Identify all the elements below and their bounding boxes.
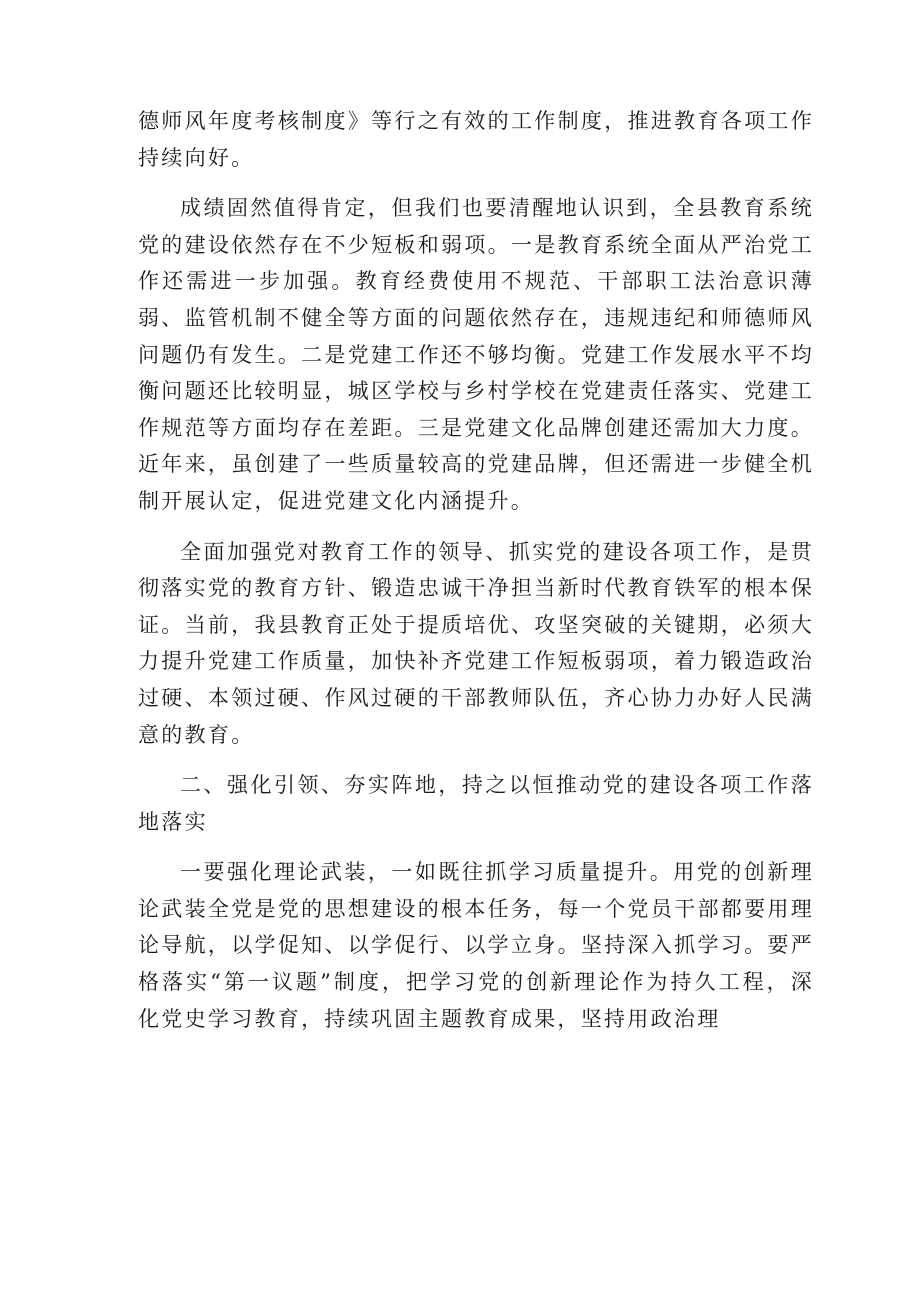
paragraph-leadership: 全面加强党对教育工作的领导、抓实党的建设各项工作，是贯彻落实党的教育方针、锻造忠诚干净担当新时代教育铁军的根本保证。当前，我县教育正处于提质培优、攻坚突破的关键期，必须大力提升党建工作质量，加快补齐党建工作短板弱项，着力锻造政治过硬、本领过硬、作风过硬的干部教师队伍，齐心协力办好人民满意的教育。 [138, 539, 814, 747]
section-heading-2: 二、强化引领、夯实阵地，持之以恒推动党的建设各项工作落地落实 [138, 773, 814, 834]
paragraph-theory: 一要强化理论武装，一如既往抓学习质量提升。用党的创新理论武装全党是党的思想建设的根本任务，每一个党员干部都要用理论导航，以学促知、以学促行、以学立身。坚持深入抓学习。要严格落实“第一议题”制度，把学习党的创新理论作为持久工程，深化党史学习教育，持续巩固主题教育成果，坚持用政治理 [138, 860, 814, 1031]
document-body [138, 103, 814, 1051]
paragraph-shortcomings: 成绩固然值得肯定，但我们也要清醒地认识到，全县教育系统党的建设依然存在不少短板和弱项。一是教育系统全面从严治党工作还需进一步加强。教育经费使用不规范、干部职工法治意识薄弱、监管机制不健全等方面的问题依然存在，违规违纪和师德师风问题仍有发生。二是党建工作还不够均衡。党建工作发展水平不均衡问题还比较明显，城区学校与乡村学校在党建责任落实、党建工作规范等方面均存在差距。三是党建文化品牌创建还需加大力度。近年来，虽创建了一些质量较高的党建品牌，但还需进一步健全机制开展认定，促进党建文化内涵提升。 [138, 196, 814, 513]
paragraph-continued: 德师风年度考核制度》等行之有效的工作制度，推进教育各项工作持续向好。 [138, 109, 814, 170]
